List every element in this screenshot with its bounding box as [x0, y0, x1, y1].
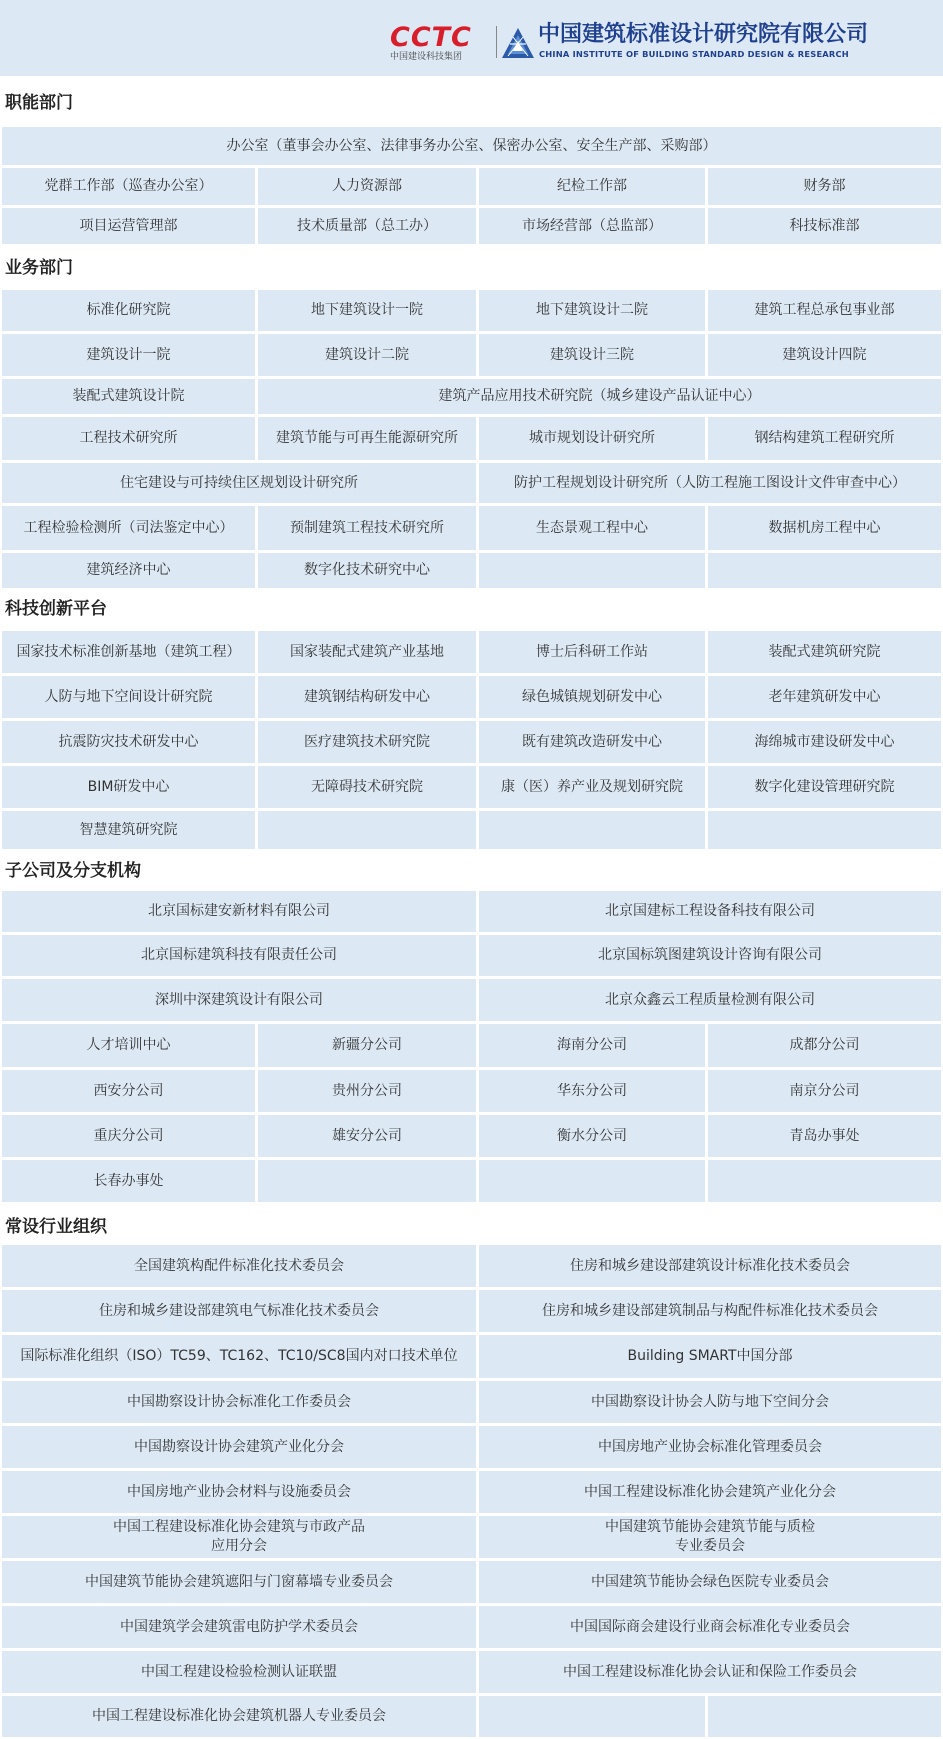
cctc-logo-subtitle: 中国建设科技集团: [390, 52, 463, 62]
empty-cell: [708, 811, 941, 849]
section-title-organizations: 常设行业组织: [5, 1217, 107, 1237]
innovation-cell: BIM研发中心: [2, 766, 255, 808]
subsidiary-cell: 深圳中深建筑设计有限公司: [2, 979, 476, 1021]
organization-cell: 住房和城乡建设部建筑设计标准化技术委员会: [479, 1245, 941, 1287]
business-cell: 建筑设计二院: [258, 334, 476, 376]
innovation-cell: 国家装配式建筑产业基地: [258, 631, 476, 673]
branch-cell: 衡水分公司: [479, 1115, 705, 1157]
innovation-cell: 国家技术标准创新基地（建筑工程）: [2, 631, 255, 673]
branch-cell: 西安分公司: [2, 1070, 255, 1112]
empty-cell: [479, 1160, 705, 1202]
organization-cell: 中国建筑节能协会建筑遮阳与门窗幕墙专业委员会: [2, 1561, 476, 1603]
branch-cell: 成都分公司: [708, 1024, 941, 1067]
innovation-cell: 数字化建设管理研究院: [708, 766, 941, 808]
branch-cell: 华东分公司: [479, 1070, 705, 1112]
business-cell: 防护工程规划设计研究所（人防工程施工图设计文件审查中心）: [479, 463, 941, 503]
org-name: 中国建筑标准设计研究院有限公司: [538, 22, 869, 47]
organization-cell: 中国房地产业协会标准化管理委员会: [479, 1426, 941, 1468]
section-title-subsidiaries: 子公司及分支机构: [5, 861, 141, 881]
organization-cell: 全国建筑构配件标准化技术委员会: [2, 1245, 476, 1287]
cctc-logo: [390, 24, 492, 60]
business-cell: 装配式建筑设计院: [2, 379, 255, 414]
business-cell: 工程技术研究所: [2, 417, 255, 460]
branch-cell: 人才培训中心: [2, 1024, 255, 1067]
empty-cell: [258, 1160, 476, 1202]
dept-cell: 科技标准部: [708, 208, 941, 244]
dept-cell: 人力资源部: [258, 168, 476, 205]
organization-cell: 住房和城乡建设部建筑电气标准化技术委员会: [2, 1290, 476, 1332]
organization-cell: 中国建筑节能协会建筑节能与质检 专业委员会: [479, 1516, 941, 1558]
organization-cell: 中国勘察设计协会人防与地下空间分会: [479, 1381, 941, 1423]
dept-cell: 项目运营管理部: [2, 208, 255, 244]
branch-cell: 贵州分公司: [258, 1070, 476, 1112]
dept-cell: 纪检工作部: [479, 168, 705, 205]
business-cell: 建筑经济中心: [2, 553, 255, 588]
subsidiary-cell: 北京国标筑图建筑设计咨询有限公司: [479, 935, 941, 976]
empty-cell: [708, 1160, 941, 1202]
organization-cell: 住房和城乡建设部建筑制品与构配件标准化技术委员会: [479, 1290, 941, 1332]
organization-cell: 中国工程建设检验检测认证联盟: [2, 1651, 476, 1693]
section-title-functional: 职能部门: [5, 93, 73, 113]
dept-office: 办公室（董事会办公室、法律事务办公室、保密办公室、安全生产部、采购部）: [2, 127, 941, 165]
page-header: [0, 0, 943, 76]
innovation-cell: 博士后科研工作站: [479, 631, 705, 673]
empty-cell: [479, 811, 705, 849]
innovation-cell: 老年建筑研发中心: [708, 676, 941, 718]
innovation-cell: 医疗建筑技术研究院: [258, 721, 476, 763]
empty-cell: [708, 553, 941, 588]
business-cell: 标准化研究院: [2, 290, 255, 331]
business-cell: 建筑设计三院: [479, 334, 705, 376]
business-cell: 预制建筑工程技术研究所: [258, 506, 476, 550]
innovation-cell: 人防与地下空间设计研究院: [2, 676, 255, 718]
innovation-cell: 既有建筑改造研发中心: [479, 721, 705, 763]
organization-cell: 中国建筑学会建筑雷电防护学术委员会: [2, 1606, 476, 1648]
innovation-cell: 无障碍技术研究院: [258, 766, 476, 808]
empty-cell: [708, 1696, 941, 1737]
branch-cell: 长春办事处: [2, 1160, 255, 1202]
organization-cell: 中国工程建设标准化协会建筑机器人专业委员会: [2, 1696, 476, 1737]
business-cell: 建筑产品应用技术研究院（城乡建设产品认证中心）: [258, 379, 941, 414]
cbs-triangle-logo-icon: [501, 27, 535, 59]
branch-cell: 海南分公司: [479, 1024, 705, 1067]
organization-cell: Building SMART中国分部: [479, 1335, 941, 1378]
organization-cell: 中国勘察设计协会建筑产业化分会: [2, 1426, 476, 1468]
empty-cell: [479, 1696, 705, 1737]
innovation-cell: 海绵城市建设研发中心: [708, 721, 941, 763]
innovation-cell: 装配式建筑研究院: [708, 631, 941, 673]
branch-cell: 新疆分公司: [258, 1024, 476, 1067]
dept-cell: 财务部: [708, 168, 941, 205]
logo-divider: [496, 26, 497, 58]
section-title-innovation: 科技创新平台: [5, 599, 107, 619]
organization-cell: 中国建筑节能协会绿色医院专业委员会: [479, 1561, 941, 1603]
branch-cell: 重庆分公司: [2, 1115, 255, 1157]
organization-cell: 中国国际商会建设行业商会标准化专业委员会: [479, 1606, 941, 1648]
business-cell: 地下建筑设计一院: [258, 290, 476, 331]
business-cell: 生态景观工程中心: [479, 506, 705, 550]
subsidiary-cell: 北京众鑫云工程质量检测有限公司: [479, 979, 941, 1021]
innovation-cell: 智慧建筑研究院: [2, 811, 255, 849]
innovation-cell: 建筑钢结构研发中心: [258, 676, 476, 718]
organization-cell: 中国勘察设计协会标准化工作委员会: [2, 1381, 476, 1423]
business-cell: 数据机房工程中心: [708, 506, 941, 550]
org-name-english: CHINA INSTITUTE OF BUILDING STANDARD DESIGN & RESEARCH: [539, 49, 849, 59]
cctc-logo-mark: CCTC: [390, 22, 472, 53]
business-cell: 数字化技术研究中心: [258, 553, 476, 588]
business-cell: 建筑设计四院: [708, 334, 941, 376]
branch-cell: 青岛办事处: [708, 1115, 941, 1157]
subsidiary-cell: 北京国标建筑科技有限责任公司: [2, 935, 476, 976]
innovation-cell: 绿色城镇规划研发中心: [479, 676, 705, 718]
empty-cell: [479, 553, 705, 588]
organization-cell: 国际标准化组织（ISO）TC59、TC162、TC10/SC8国内对口技术单位: [2, 1335, 476, 1378]
business-cell: 地下建筑设计二院: [479, 290, 705, 331]
innovation-cell: 抗震防灾技术研发中心: [2, 721, 255, 763]
innovation-cell: 康（医）养产业及规划研究院: [479, 766, 705, 808]
business-cell: 建筑设计一院: [2, 334, 255, 376]
business-cell: 住宅建设与可持续住区规划设计研究所: [2, 463, 476, 503]
organization-cell: 中国房地产业协会材料与设施委员会: [2, 1471, 476, 1513]
organization-cell: 中国工程建设标准化协会认证和保险工作委员会: [479, 1651, 941, 1693]
organization-cell: 中国工程建设标准化协会建筑与市政产品 应用分会: [2, 1516, 476, 1558]
business-cell: 钢结构建筑工程研究所: [708, 417, 941, 460]
dept-cell: 党群工作部（巡查办公室）: [2, 168, 255, 205]
dept-cell: 技术质量部（总工办）: [258, 208, 476, 244]
dept-cell: 市场经营部（总监部）: [479, 208, 705, 244]
organization-cell: 中国工程建设标准化协会建筑产业化分会: [479, 1471, 941, 1513]
branch-cell: 雄安分公司: [258, 1115, 476, 1157]
empty-cell: [258, 811, 476, 849]
branch-cell: 南京分公司: [708, 1070, 941, 1112]
subsidiary-cell: 北京国标建安新材料有限公司: [2, 891, 476, 932]
business-cell: 工程检验检测所（司法鉴定中心）: [2, 506, 255, 550]
section-title-business: 业务部门: [5, 258, 73, 278]
business-cell: 建筑工程总承包事业部: [708, 290, 941, 331]
subsidiary-cell: 北京国建标工程设备科技有限公司: [479, 891, 941, 932]
business-cell: 建筑节能与可再生能源研究所: [258, 417, 476, 460]
business-cell: 城市规划设计研究所: [479, 417, 705, 460]
